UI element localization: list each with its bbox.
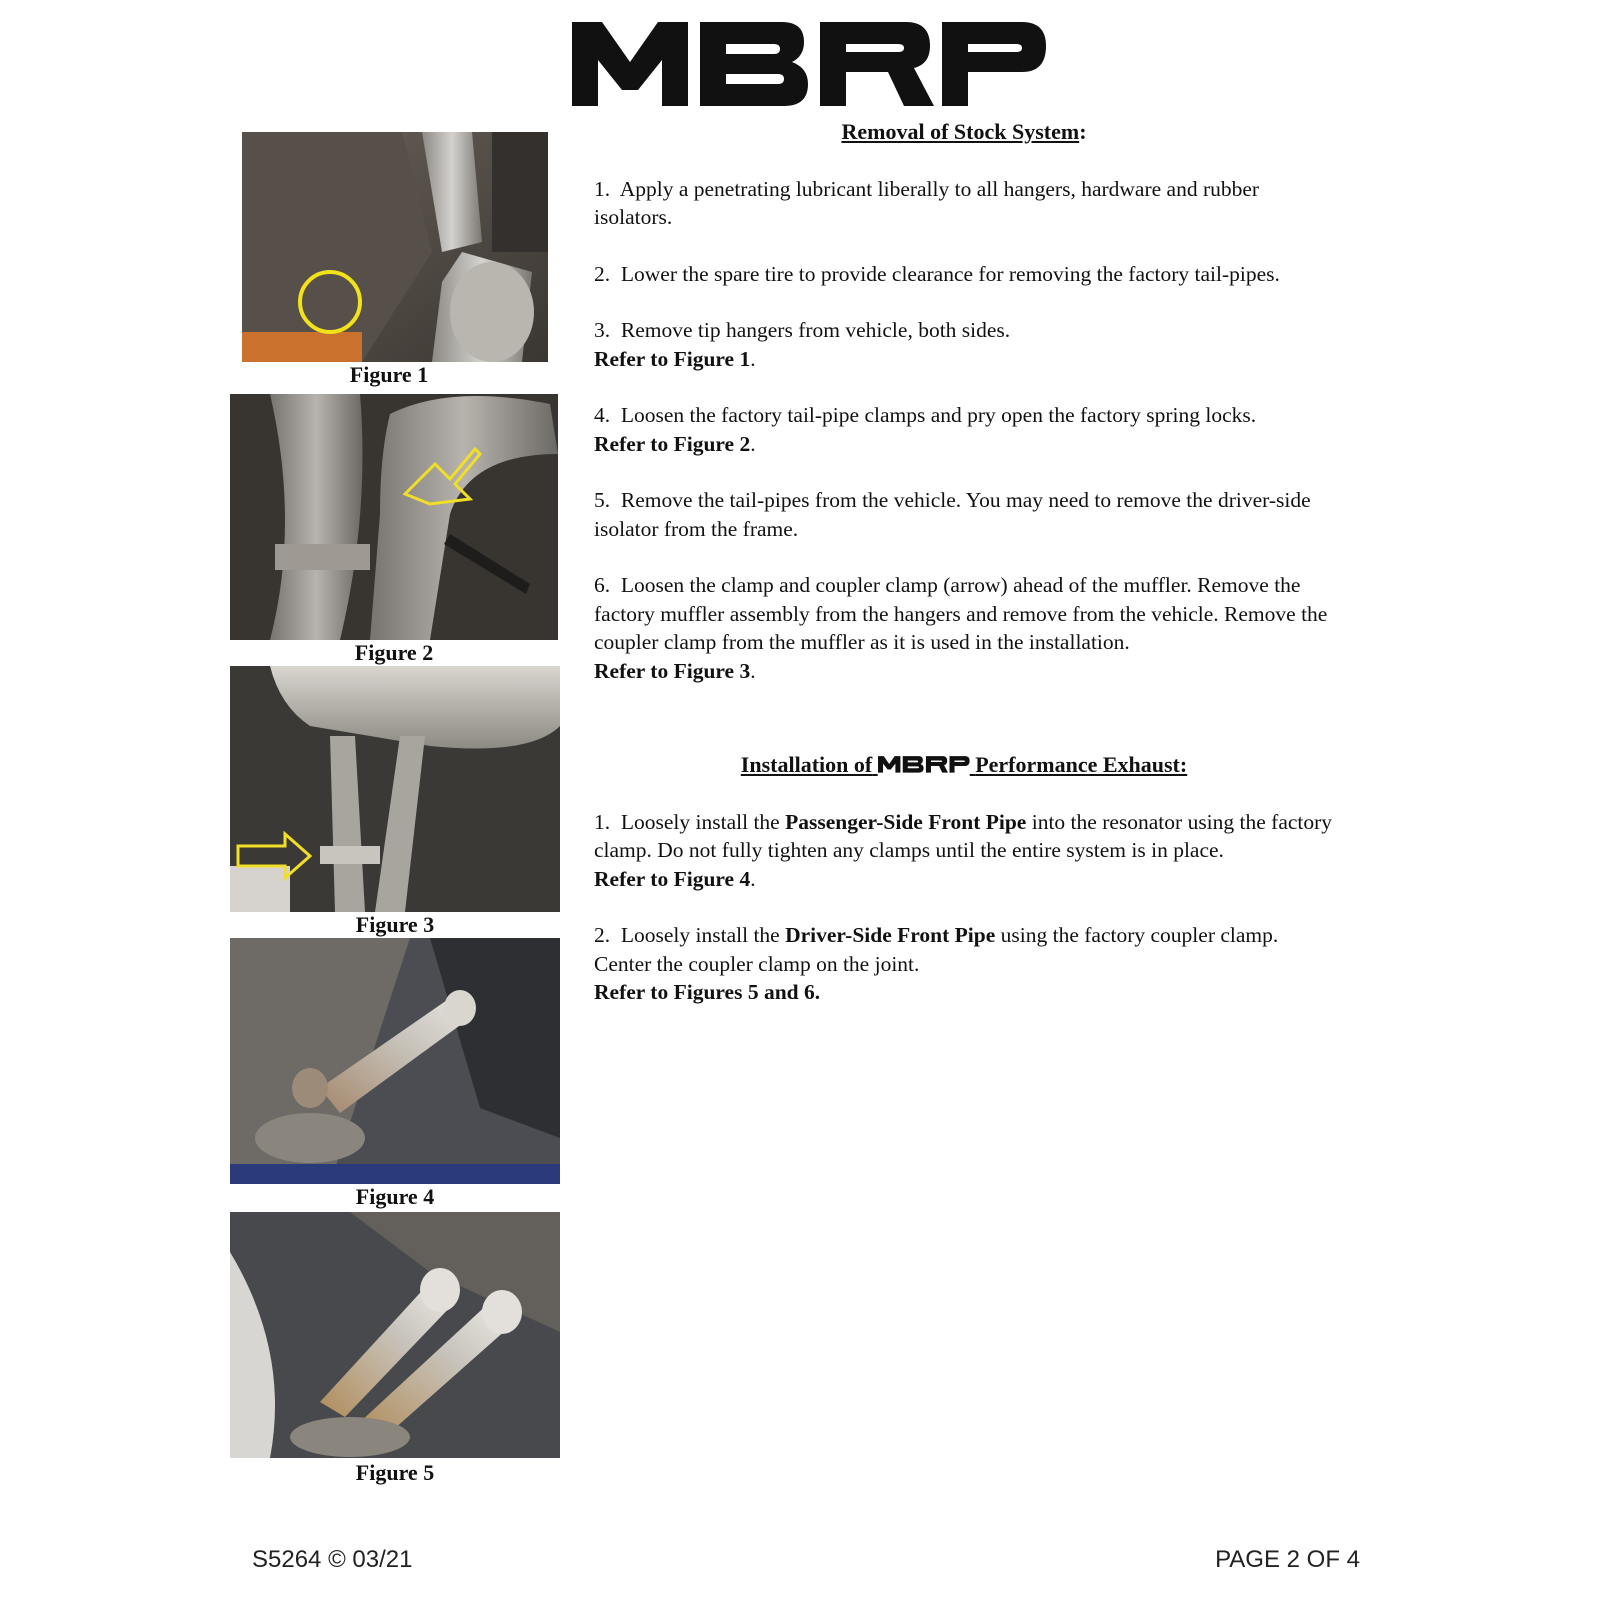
- step-text: Loosen the factory tail-pipe clamps and pry open the factory spring locks.: [620, 403, 1257, 427]
- install-step-1: [594, 808, 1334, 894]
- figure-5: [230, 1212, 560, 1485]
- figure-reference: Refer to Figure 3: [594, 658, 751, 683]
- step-text: Loosely install the: [620, 809, 780, 834]
- figure-3-caption: Figure 3: [355, 912, 435, 937]
- step-number: 3.: [594, 318, 611, 342]
- figure-1: [230, 132, 548, 387]
- install-step-2: [594, 921, 1334, 1007]
- figure-4-caption: Figure 4: [355, 1184, 435, 1209]
- part-name: Driver-Side Front Pipe: [785, 923, 996, 947]
- removal-title: Removal of Stock System: [841, 119, 1080, 144]
- step-number: 1.: [594, 809, 611, 834]
- step-text: Loosely install the: [620, 923, 780, 947]
- step-number: 4.: [594, 403, 611, 427]
- step-text: Lower the spare tire to provide clearance for removing the factory tail-pipes.: [620, 261, 1280, 286]
- installation-title-suffix: Performance Exhaust:: [975, 752, 1188, 777]
- removal-step-3: [594, 316, 1334, 373]
- figure-1-photo: [242, 132, 548, 362]
- mbrp-logo-graphic: [572, 16, 1048, 108]
- figure-1-caption: Figure 1: [349, 362, 429, 387]
- step-text: Remove the tail-pipes from the vehicle. You may need to remove the driver-side isolator from the frame.: [594, 488, 1311, 541]
- removal-step-4: [594, 401, 1334, 458]
- page-number: PAGE 2 OF 4: [1215, 1546, 1360, 1573]
- installation-heading: [594, 751, 1334, 780]
- figure-3-photo: [230, 666, 560, 912]
- removal-step-1: [594, 175, 1334, 232]
- step-number: 6.: [594, 573, 611, 597]
- step-number: 5.: [594, 488, 611, 512]
- part-name: Passenger-Side Front Pipe: [785, 809, 1027, 834]
- step-text: Apply a penetrating lubricant liberally to all hangers, hardware and rubber isolators.: [594, 176, 1260, 229]
- figure-4: [230, 938, 560, 1209]
- step-number: 1.: [594, 176, 611, 201]
- figure-reference: Refer to Figures 5 and 6.: [594, 980, 821, 1004]
- figure-5-caption: Figure 5: [355, 1460, 435, 1485]
- document-code: S5264 © 03/21: [252, 1546, 413, 1573]
- ref-tail: .: [750, 866, 756, 891]
- figure-reference: Refer to Figure 4: [594, 866, 751, 891]
- figure-2-caption: Figure 2: [354, 640, 434, 665]
- mbrp-inline-logo: [878, 755, 970, 773]
- step-number: 2.: [594, 261, 611, 286]
- figure-2: [230, 394, 558, 665]
- figure-2-photo: [230, 394, 558, 640]
- brand-logo: [572, 16, 1048, 108]
- step-number: 2.: [594, 923, 611, 947]
- removal-step-6: [594, 571, 1334, 685]
- figure-reference: Refer to Figure 1: [594, 346, 751, 371]
- step-text: using the factory coupler clamp. Center the coupler clamp on the joint.: [594, 923, 1279, 976]
- installation-title-prefix: Installation of: [740, 752, 873, 777]
- ref-tail: .: [750, 658, 756, 683]
- removal-title-suffix: :: [1079, 119, 1087, 144]
- step-text: Loosen the clamp and coupler clamp (arrow) ahead of the muffler. Remove the factory muffler assembly from the hangers and remove from the vehicle. Remove the coupler clamp from the muffler as it is used in the installation.: [594, 573, 1328, 654]
- figure-4-photo: [230, 938, 560, 1184]
- instructions: [594, 118, 1334, 1007]
- removal-step-2: [594, 260, 1334, 289]
- figure-reference: Refer to Figure 2: [594, 431, 751, 456]
- figure-3: [230, 666, 560, 937]
- removal-heading: [594, 118, 1334, 147]
- removal-step-5: [594, 486, 1334, 543]
- figure-5-photo: [230, 1212, 560, 1458]
- step-text: into the resonator using the factory clamp. Do not fully tighten any clamps until the entire system is in place.: [594, 809, 1333, 862]
- step-text: Remove tip hangers from vehicle, both sides.: [620, 318, 1011, 342]
- ref-tail: .: [750, 431, 756, 456]
- ref-tail: .: [750, 346, 756, 371]
